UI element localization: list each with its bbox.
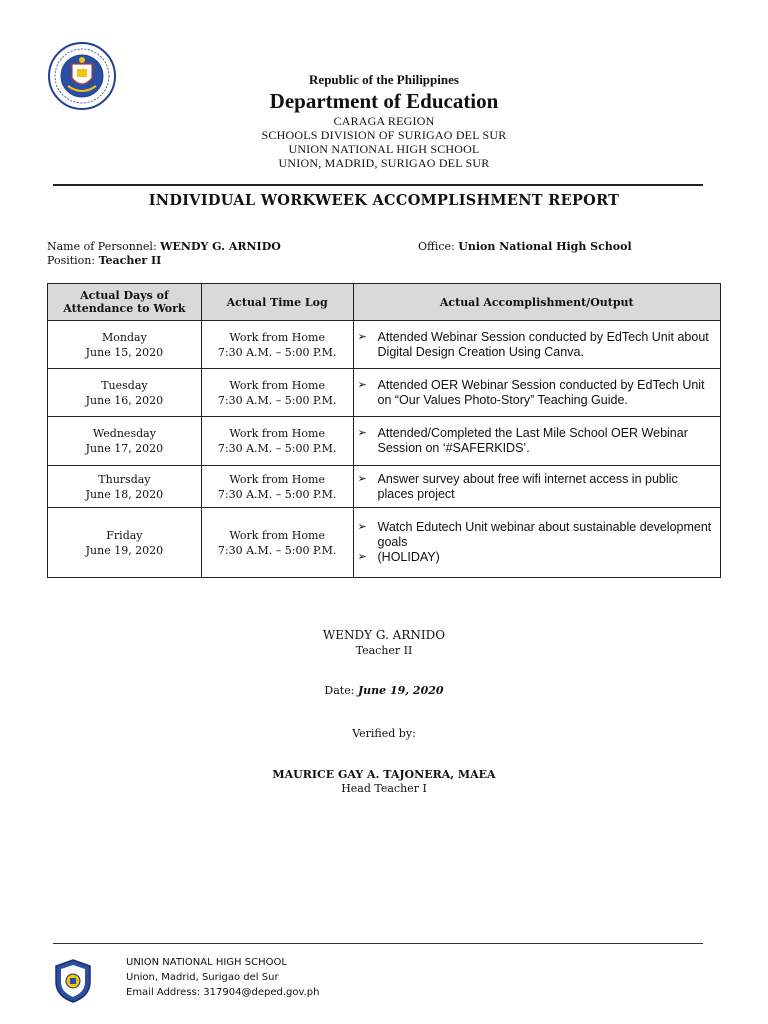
log-mode: Work from Home [229,427,325,440]
position-value: Teacher II [98,254,162,267]
arrow-bullet-icon: ➢ [357,330,367,343]
footer-email: Email Address: 317904@deped.gov.ph [126,987,320,998]
log-hours: 7:30 A.M. – 5:00 P.M. [217,393,337,407]
day-cell [48,508,202,578]
list-item [358,520,714,550]
position-label: Position: [47,254,96,267]
output-cell [353,369,720,417]
time-cell [201,508,353,578]
position-field [47,254,161,268]
log-hours: 7:30 A.M. – 5:00 P.M. [217,487,337,501]
name-label: Name of Personnel: [47,240,157,253]
log-hours: 7:30 A.M. – 5:00 P.M. [217,543,337,557]
day-label: Tuesday [101,378,148,392]
day-cell [48,466,202,508]
day-label: Monday [102,330,147,344]
date-value: June 19, 2020 [357,684,444,697]
region-label: CARAGA REGION [333,114,435,128]
office-value: Union National High School [458,240,632,253]
list-item [358,550,714,565]
school-label: UNION NATIONAL HIGH SCHOOL [288,142,480,156]
office-field [418,240,632,254]
log-hours: 7:30 A.M. – 5:00 P.M. [217,345,337,359]
list-item [358,472,714,502]
day-cell [48,417,202,466]
time-cell [201,417,353,466]
output-cell [353,508,720,578]
verifier-title: Head Teacher I [341,782,427,795]
table-row [48,321,721,369]
time-cell [201,466,353,508]
table-row [48,508,721,578]
time-cell [201,369,353,417]
table-header-row [48,284,721,321]
date-label: June 15, 2020 [85,345,164,359]
date-line [0,684,768,698]
column-header-output: Actual Accomplishment/Output [353,284,720,321]
time-cell [201,321,353,369]
output-cell [353,466,720,508]
name-value: WENDY G. ARNIDO [160,240,281,253]
log-mode: Work from Home [229,378,325,392]
date-label: June 17, 2020 [85,442,164,455]
output-text: Attended OER Webinar Session conducted by EdTech Unit on “Our Values Photo-Story” Teaching Guide. [377,377,705,407]
day-label: Thursday [98,472,151,486]
output-text: Attended/Completed the Last Mile School OER Webinar Session on ‘#SAFERKIDS’. [377,426,688,455]
date-label: June 19, 2020 [85,543,164,557]
list-item [358,330,714,360]
list-item [358,378,714,408]
division-label: SCHOOLS DIVISION OF SURIGAO DEL SUR [261,128,507,142]
date-label: June 16, 2020 [85,393,164,407]
arrow-bullet-icon: ➢ [357,521,367,533]
accomplishment-table [47,283,721,578]
office-label: Office: [418,240,455,253]
letterhead [0,72,768,170]
footer-info [126,955,319,1000]
republic-label: Republic of the Philippines [309,72,459,87]
signatory-name: WENDY G. ARNIDO [322,628,446,642]
school-logo-icon [53,958,93,1004]
log-mode: Work from Home [229,528,325,542]
table-row [48,417,721,466]
footer-divider [53,943,703,944]
table-row [48,369,721,417]
footer-address: Union, Madrid, Surigao del Sur [126,972,279,983]
arrow-bullet-icon: ➢ [357,551,367,563]
day-label: Wednesday [92,427,156,440]
output-cell [353,417,720,466]
column-header-time: Actual Time Log [201,284,353,321]
log-hours: 7:30 A.M. – 5:00 P.M. [217,442,337,455]
log-mode: Work from Home [229,330,325,344]
day-cell [48,321,202,369]
arrow-bullet-icon: ➢ [357,472,367,485]
output-text: (HOLIDAY) [377,550,440,564]
column-header-days: Actual Days of Attendance to Work [48,284,202,321]
header-divider [53,184,703,186]
output-text: Attended Webinar Session conducted by EdTech Unit about Digital Design Creation Using Canva. [377,329,709,359]
arrow-bullet-icon: ➢ [357,378,367,391]
day-label: Friday [106,528,143,542]
table-row [48,466,721,508]
output-text: Answer survey about free wifi internet access in public places project [377,471,678,501]
date-label: Date: [324,684,355,697]
footer-school: UNION NATIONAL HIGH SCHOOL [126,957,287,968]
log-mode: Work from Home [229,472,325,486]
signatory-title: Teacher II [355,644,413,657]
address-label: UNION, MADRID, SURIGAO DEL SUR [278,156,490,170]
output-text: Watch Edutech Unit webinar about sustainable development goals [377,520,712,549]
output-cell [353,321,720,369]
verified-label: Verified by: [352,727,416,740]
date-label: June 18, 2020 [85,487,164,501]
list-item [358,426,714,456]
report-title: INDIVIDUAL WORKWEEK ACCOMPLISHMENT REPORT [148,192,620,209]
day-cell [48,369,202,417]
personnel-name [47,240,281,254]
department-title: Department of Education [269,89,499,113]
verifier-name: MAURICE GAY A. TAJONERA, MAEA [272,768,496,781]
arrow-bullet-icon: ➢ [357,427,367,439]
